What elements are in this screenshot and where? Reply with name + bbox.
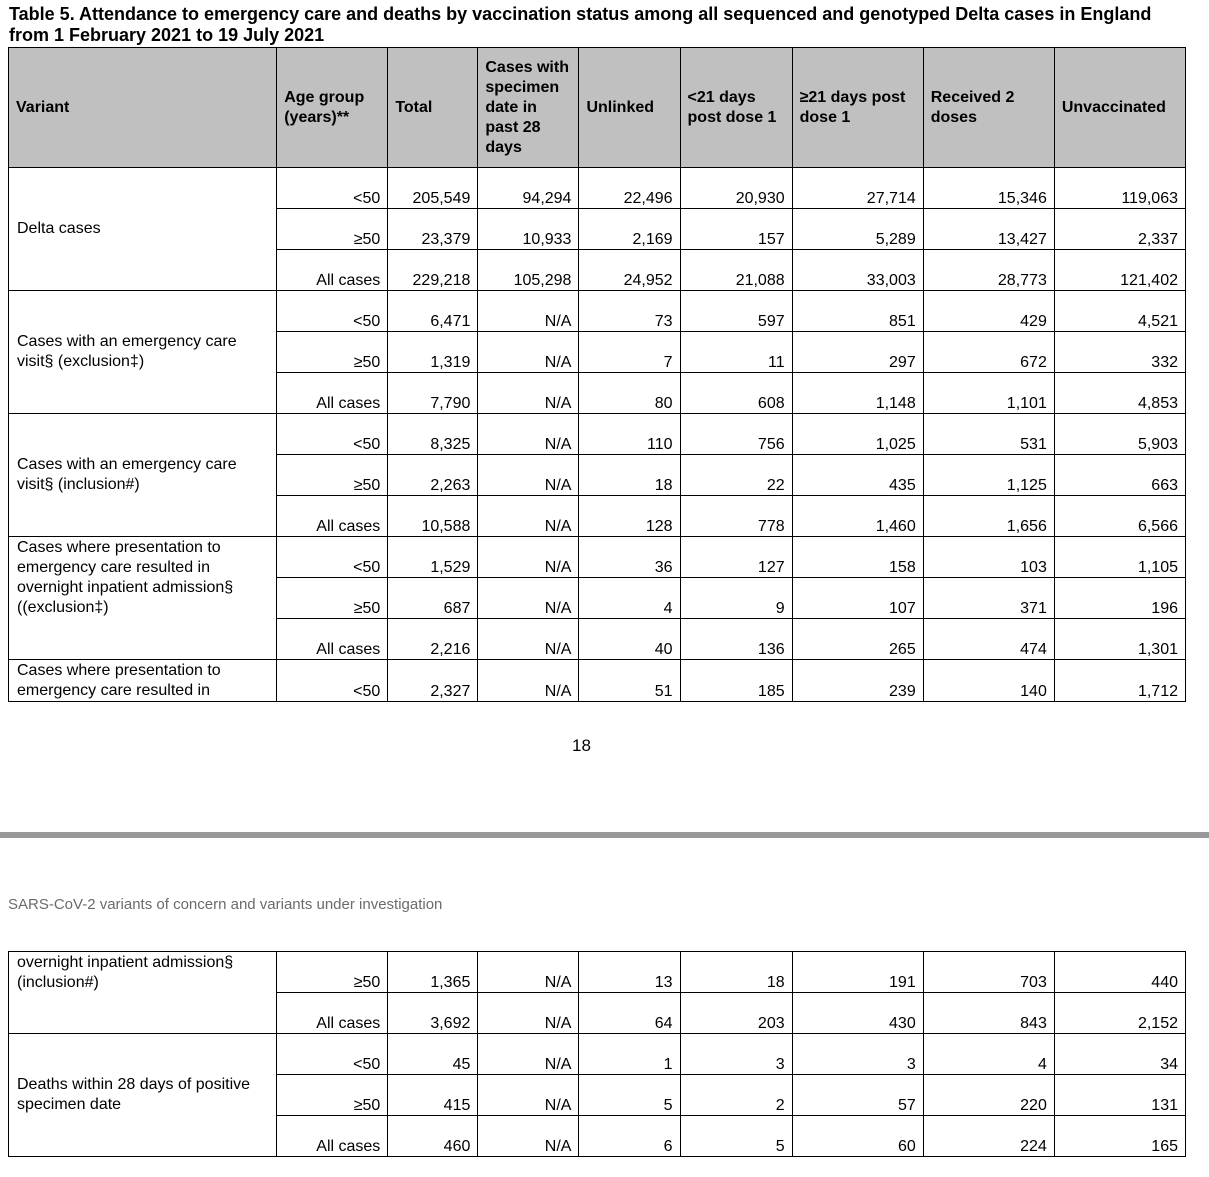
value-cell: 4,521 <box>1054 291 1185 332</box>
table-row <box>9 414 1186 455</box>
variant-label-cell: Cases where presentation to emergency care resulted in <box>9 660 277 702</box>
header-unvaccinated: Unvaccinated <box>1054 48 1185 168</box>
age-group-cell: <50 <box>277 414 388 455</box>
value-cell: 64 <box>579 993 680 1034</box>
value-cell: 191 <box>792 952 923 993</box>
value-cell: 136 <box>680 619 792 660</box>
table-body-page-2 <box>9 952 1186 1157</box>
value-cell: 1,101 <box>923 373 1054 414</box>
value-cell: 220 <box>923 1075 1054 1116</box>
variant-label-cell: Cases with an emergency care visit§ (inclusion#) <box>9 414 277 537</box>
value-cell: 185 <box>680 660 792 702</box>
value-cell: 265 <box>792 619 923 660</box>
table-row <box>9 952 1186 993</box>
value-cell: 429 <box>923 291 1054 332</box>
value-cell: 608 <box>680 373 792 414</box>
value-cell: 8,325 <box>388 414 478 455</box>
value-cell: N/A <box>478 537 579 578</box>
value-cell: 73 <box>579 291 680 332</box>
value-cell: 119,063 <box>1054 168 1185 209</box>
header-past-28-days: Cases with specimen date in past 28 days <box>478 48 579 168</box>
value-cell: 80 <box>579 373 680 414</box>
value-cell: 28,773 <box>923 250 1054 291</box>
value-cell: 756 <box>680 414 792 455</box>
value-cell: 6,566 <box>1054 496 1185 537</box>
value-cell: 687 <box>388 578 478 619</box>
age-group-cell: All cases <box>277 619 388 660</box>
value-cell: 1,125 <box>923 455 1054 496</box>
age-group-cell: ≥50 <box>277 455 388 496</box>
table-row <box>9 537 1186 578</box>
value-cell: 158 <box>792 537 923 578</box>
value-cell: 1,105 <box>1054 537 1185 578</box>
age-group-cell: ≥50 <box>277 332 388 373</box>
variant-label-cell: Cases where presentation to emergency care resulted in overnight inpatient admission§ ((exclusion‡) <box>9 537 277 660</box>
value-cell: 13,427 <box>923 209 1054 250</box>
header-variant: Variant <box>9 48 277 168</box>
value-cell: 18 <box>680 952 792 993</box>
value-cell: 60 <box>792 1116 923 1157</box>
value-cell: 27,714 <box>792 168 923 209</box>
value-cell: 430 <box>792 993 923 1034</box>
header-received-2-doses: Received 2 doses <box>923 48 1054 168</box>
table-row <box>9 660 1186 702</box>
value-cell: N/A <box>478 496 579 537</box>
value-cell: 5,903 <box>1054 414 1185 455</box>
value-cell: 21,088 <box>680 250 792 291</box>
value-cell: 45 <box>388 1034 478 1075</box>
value-cell: 205,549 <box>388 168 478 209</box>
table-row <box>9 1034 1186 1075</box>
age-group-cell: All cases <box>277 993 388 1034</box>
value-cell: N/A <box>478 952 579 993</box>
table-body-page-1 <box>9 168 1186 702</box>
value-cell: N/A <box>478 291 579 332</box>
value-cell: 203 <box>680 993 792 1034</box>
age-group-cell: All cases <box>277 496 388 537</box>
age-group-cell: All cases <box>277 373 388 414</box>
value-cell: 22 <box>680 455 792 496</box>
value-cell: 10,933 <box>478 209 579 250</box>
value-cell: 851 <box>792 291 923 332</box>
value-cell: 435 <box>792 455 923 496</box>
value-cell: 107 <box>792 578 923 619</box>
value-cell: 2,216 <box>388 619 478 660</box>
table-row <box>9 168 1186 209</box>
value-cell: 1,712 <box>1054 660 1185 702</box>
variant-label-cell: overnight inpatient admission§ (inclusion#) <box>9 952 277 1034</box>
value-cell: 440 <box>1054 952 1185 993</box>
value-cell: 1,365 <box>388 952 478 993</box>
value-cell: 140 <box>923 660 1054 702</box>
value-cell: 127 <box>680 537 792 578</box>
value-cell: 23,379 <box>388 209 478 250</box>
value-cell: 24,952 <box>579 250 680 291</box>
value-cell: 157 <box>680 209 792 250</box>
value-cell: 15,346 <box>923 168 1054 209</box>
value-cell: 4 <box>923 1034 1054 1075</box>
header-lt21-post-dose1: <21 days post dose 1 <box>680 48 792 168</box>
value-cell: 18 <box>579 455 680 496</box>
value-cell: 131 <box>1054 1075 1185 1116</box>
value-cell: 3 <box>792 1034 923 1075</box>
age-group-cell: <50 <box>277 291 388 332</box>
value-cell: 51 <box>579 660 680 702</box>
value-cell: 229,218 <box>388 250 478 291</box>
age-group-cell: <50 <box>277 660 388 702</box>
value-cell: 1 <box>579 1034 680 1075</box>
value-cell: 57 <box>792 1075 923 1116</box>
value-cell: 10,588 <box>388 496 478 537</box>
value-cell: 3,692 <box>388 993 478 1034</box>
value-cell: 5 <box>579 1075 680 1116</box>
age-group-cell: All cases <box>277 250 388 291</box>
age-group-cell: <50 <box>277 1034 388 1075</box>
value-cell: 7,790 <box>388 373 478 414</box>
value-cell: 34 <box>1054 1034 1185 1075</box>
value-cell: 22,496 <box>579 168 680 209</box>
value-cell: 332 <box>1054 332 1185 373</box>
value-cell: 36 <box>579 537 680 578</box>
value-cell: 1,529 <box>388 537 478 578</box>
value-cell: 2 <box>680 1075 792 1116</box>
value-cell: 5 <box>680 1116 792 1157</box>
value-cell: 2,169 <box>579 209 680 250</box>
value-cell: 13 <box>579 952 680 993</box>
value-cell: 843 <box>923 993 1054 1034</box>
value-cell: 474 <box>923 619 1054 660</box>
header-row <box>9 48 1186 168</box>
value-cell: 40 <box>579 619 680 660</box>
value-cell: 7 <box>579 332 680 373</box>
value-cell: 1,460 <box>792 496 923 537</box>
value-cell: N/A <box>478 414 579 455</box>
value-cell: 415 <box>388 1075 478 1116</box>
header-ge21-post-dose1: ≥21 days post dose 1 <box>792 48 923 168</box>
value-cell: N/A <box>478 660 579 702</box>
age-group-cell: ≥50 <box>277 1075 388 1116</box>
table-row <box>9 291 1186 332</box>
value-cell: N/A <box>478 1116 579 1157</box>
age-group-cell: ≥50 <box>277 209 388 250</box>
page-number: 18 <box>572 736 591 755</box>
header-unlinked: Unlinked <box>579 48 680 168</box>
value-cell: 1,148 <box>792 373 923 414</box>
value-cell: N/A <box>478 332 579 373</box>
value-cell: 297 <box>792 332 923 373</box>
value-cell: 239 <box>792 660 923 702</box>
data-table-page-2 <box>8 951 1186 1157</box>
value-cell: 2,337 <box>1054 209 1185 250</box>
value-cell: 224 <box>923 1116 1054 1157</box>
value-cell: 2,263 <box>388 455 478 496</box>
value-cell: 103 <box>923 537 1054 578</box>
variant-label-cell: Deaths within 28 days of positive specimen date <box>9 1034 277 1157</box>
value-cell: 672 <box>923 332 1054 373</box>
value-cell: 1,301 <box>1054 619 1185 660</box>
value-cell: 165 <box>1054 1116 1185 1157</box>
header-age-group: Age group (years)** <box>277 48 388 168</box>
value-cell: 105,298 <box>478 250 579 291</box>
variant-label-cell: Delta cases <box>9 168 277 291</box>
page-separator <box>0 832 1209 838</box>
age-group-cell: All cases <box>277 1116 388 1157</box>
value-cell: 1,025 <box>792 414 923 455</box>
value-cell: N/A <box>478 993 579 1034</box>
value-cell: 2,327 <box>388 660 478 702</box>
value-cell: 5,289 <box>792 209 923 250</box>
value-cell: N/A <box>478 373 579 414</box>
value-cell: 460 <box>388 1116 478 1157</box>
value-cell: 6 <box>579 1116 680 1157</box>
table-caption: Table 5. Attendance to emergency care and deaths by vaccination status among all sequenced and genotyped Delta cases in England from 1 February 2021 to 19 July 2021 <box>9 4 1152 45</box>
value-cell: 4 <box>579 578 680 619</box>
value-cell: 1,656 <box>923 496 1054 537</box>
value-cell: 121,402 <box>1054 250 1185 291</box>
value-cell: 128 <box>579 496 680 537</box>
value-cell: 4,853 <box>1054 373 1185 414</box>
header-total: Total <box>388 48 478 168</box>
age-group-cell: <50 <box>277 537 388 578</box>
value-cell: 663 <box>1054 455 1185 496</box>
value-cell: 1,319 <box>388 332 478 373</box>
value-cell: 196 <box>1054 578 1185 619</box>
value-cell: 11 <box>680 332 792 373</box>
age-group-cell: ≥50 <box>277 952 388 993</box>
value-cell: 20,930 <box>680 168 792 209</box>
value-cell: 597 <box>680 291 792 332</box>
value-cell: 6,471 <box>388 291 478 332</box>
value-cell: 371 <box>923 578 1054 619</box>
value-cell: 9 <box>680 578 792 619</box>
value-cell: N/A <box>478 455 579 496</box>
value-cell: 778 <box>680 496 792 537</box>
age-group-cell: <50 <box>277 168 388 209</box>
value-cell: 3 <box>680 1034 792 1075</box>
value-cell: 94,294 <box>478 168 579 209</box>
age-group-cell: ≥50 <box>277 578 388 619</box>
value-cell: 110 <box>579 414 680 455</box>
value-cell: 703 <box>923 952 1054 993</box>
variant-label-cell: Cases with an emergency care visit§ (exclusion‡) <box>9 291 277 414</box>
value-cell: N/A <box>478 578 579 619</box>
value-cell: N/A <box>478 619 579 660</box>
data-table-page-1 <box>8 47 1186 702</box>
value-cell: N/A <box>478 1075 579 1116</box>
value-cell: N/A <box>478 1034 579 1075</box>
running-header: SARS-CoV-2 variants of concern and variants under investigation <box>8 896 443 913</box>
value-cell: 33,003 <box>792 250 923 291</box>
value-cell: 531 <box>923 414 1054 455</box>
value-cell: 2,152 <box>1054 993 1185 1034</box>
